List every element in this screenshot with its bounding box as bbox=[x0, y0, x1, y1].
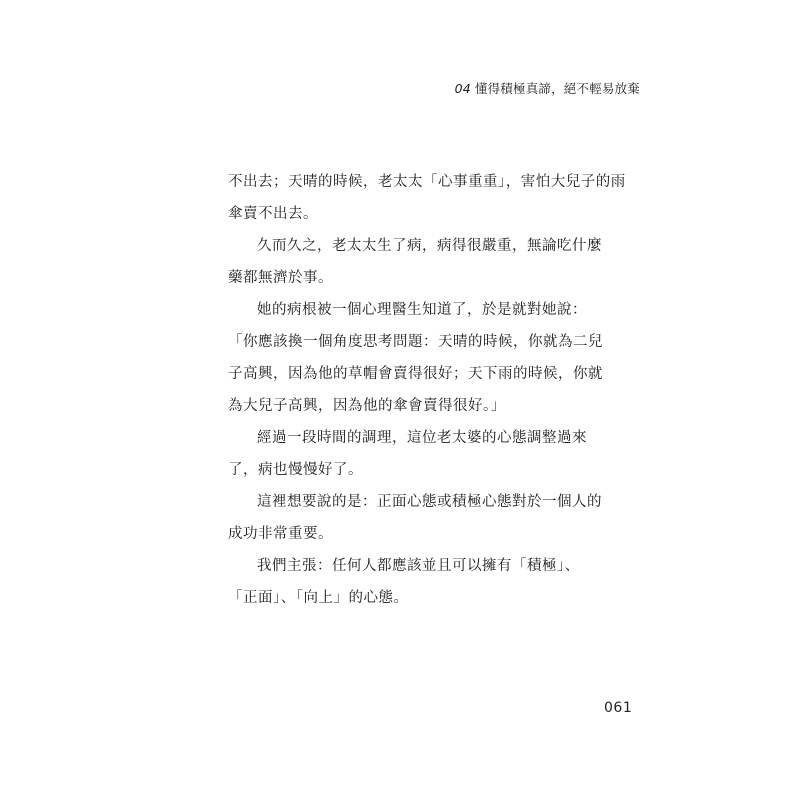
text-line: 「正面」、「向上」的心態。 bbox=[228, 590, 409, 606]
running-header bbox=[455, 79, 640, 97]
text-line: 這裡想要說的是：正面心態或積極心態對於一個人的 bbox=[257, 494, 602, 510]
text-line: 傘賣不出去。 bbox=[228, 206, 318, 222]
text-line: 經過一段時間的調理，這位老太婆的心態調整過來 bbox=[257, 430, 587, 446]
text-line: 了，病也慢慢好了。 bbox=[228, 462, 363, 478]
text-line: 不出去；天晴的時候，老太太「心事重重」，害怕大兒子的雨 bbox=[228, 174, 626, 190]
text-line: 她的病根被一個心理醫生知道了，於是就對她說： bbox=[257, 302, 587, 318]
chapter-number: 04 bbox=[454, 81, 471, 96]
text-line: 藥都無濟於事。 bbox=[228, 270, 333, 286]
text-line: 為大兒子高興，因為他的傘會賣得很好。」 bbox=[228, 398, 506, 414]
text-line: 我們主張：任何人都應該並且可以擁有「積極」、 bbox=[257, 558, 580, 574]
chapter-title: 懂得積極真諦，絕不輕易放棄 bbox=[474, 81, 640, 96]
text-line: 成功非常重要。 bbox=[228, 526, 333, 542]
page-number: 061 bbox=[604, 700, 633, 716]
text-line: 「你應該換一個角度思考問題：天晴的時候，你就為二兒 bbox=[228, 334, 603, 350]
body-text bbox=[228, 166, 626, 614]
text-line: 子高興，因為他的草帽會賣得很好；天下雨的時候，你就 bbox=[228, 366, 603, 382]
text-line: 久而久之，老太太生了病，病得很嚴重，無論吃什麼 bbox=[257, 238, 602, 254]
